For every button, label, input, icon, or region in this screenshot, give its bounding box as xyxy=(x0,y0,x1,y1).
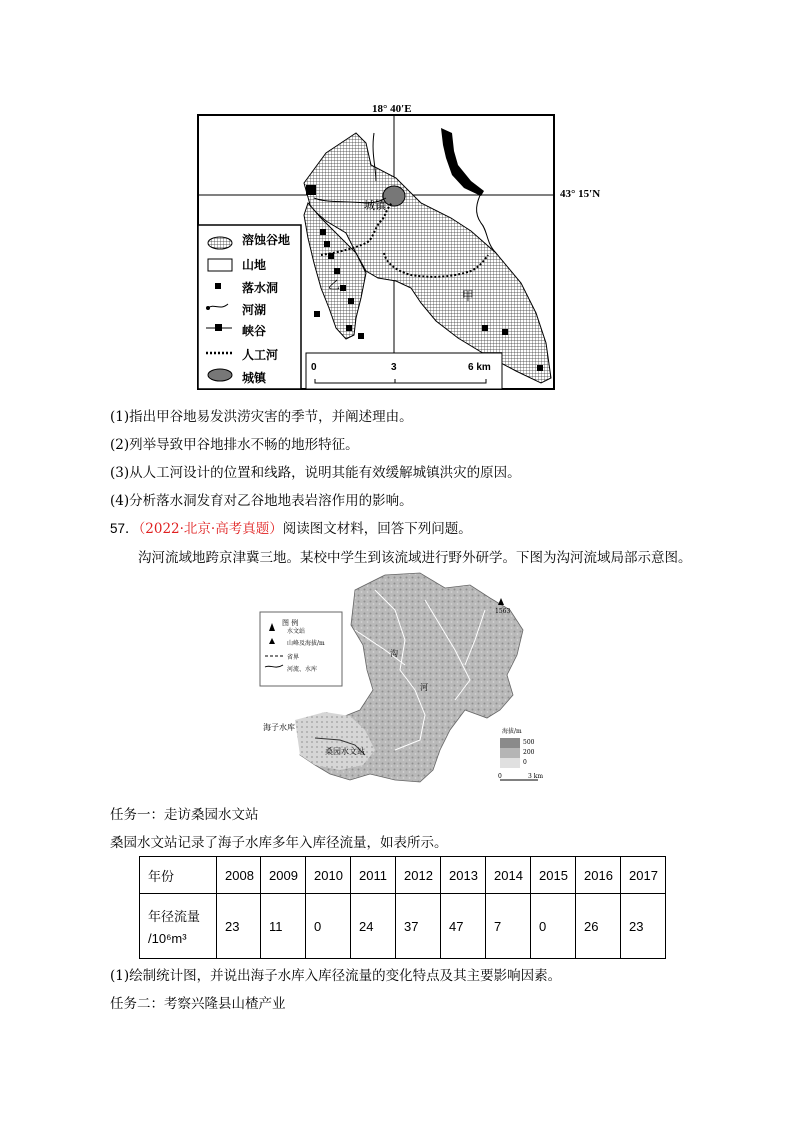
question-57-header xyxy=(110,517,472,537)
task2-title: 任务二：考察兴隆县山楂产业 xyxy=(110,996,286,1012)
legend-label-canal: 人工河 xyxy=(242,348,279,362)
table-header-year: 年份 xyxy=(140,857,217,894)
table-cell-year: 2008 xyxy=(217,857,261,894)
table-cell-year: 2014 xyxy=(486,857,531,894)
latitude-label: 43° 15′N xyxy=(560,188,601,200)
table-cell-value: 23 xyxy=(217,894,261,959)
table-header-flow-b: /10⁶m³ xyxy=(148,931,187,946)
basin-legend-station: 水文站 xyxy=(287,628,306,635)
karst-map xyxy=(196,103,616,393)
legend-label-town: 城镇 xyxy=(242,371,267,385)
river-label-he: 河 xyxy=(420,683,428,692)
longitude-label: 18° 40′E xyxy=(372,103,412,115)
mountain-icon xyxy=(208,259,232,271)
legend-label-karst-valley: 溶蚀谷地 xyxy=(242,233,291,247)
question-56-3: (3)从人工河设计的位置和线路，说明其能有效缓解城镇洪灾的原因。 xyxy=(110,465,521,481)
material-intro: 沟河流域地跨京津冀三地。某校中学生到该流域进行野外研学。下图为沟河流域局部示意图。 xyxy=(138,550,692,566)
karst-valley-icon xyxy=(208,237,232,249)
table-row-years xyxy=(140,857,666,894)
basin-legend-river: 河流、水库 xyxy=(287,666,318,673)
runoff-table xyxy=(139,856,666,959)
gorge-marker xyxy=(306,185,316,195)
basin-map xyxy=(255,570,545,790)
town-marker xyxy=(383,186,405,206)
town-label: 城镇 xyxy=(364,199,386,212)
sinkhole-icon xyxy=(215,283,221,289)
table-row-values xyxy=(140,894,666,959)
scale-label-6km: 6 km xyxy=(468,362,491,373)
table-cell-year: 2009 xyxy=(261,857,306,894)
table-cell-year: 2015 xyxy=(531,857,576,894)
task1-text: 桑园水文站记录了海子水库多年入库径流量，如表所示。 xyxy=(110,835,448,851)
yi-label: 乙 xyxy=(328,278,341,292)
question-56-2: (2)列举导致甲谷地排水不畅的地形特征。 xyxy=(110,437,359,453)
question-number: 57． xyxy=(110,521,139,536)
table-cell-value: 7 xyxy=(486,894,531,959)
peak-marker xyxy=(498,598,504,605)
table-cell-year: 2012 xyxy=(396,857,441,894)
table-cell-value: 26 xyxy=(576,894,621,959)
elevation-0: 0 xyxy=(523,759,527,766)
legend-label-river-lake: 河湖 xyxy=(242,303,267,317)
peak-elevation: 1563 xyxy=(495,608,511,615)
legend-label-sinkhole: 落水洞 xyxy=(242,281,279,295)
elev-low-swatch xyxy=(500,758,520,768)
legend-label-mountain: 山地 xyxy=(242,258,267,272)
table-cell-year: 2013 xyxy=(441,857,486,894)
basin-scale-0: 0 xyxy=(498,773,502,780)
basin-legend-title: 图 例 xyxy=(282,619,299,627)
jia-label: 甲 xyxy=(462,289,475,303)
question-56-1: (1)指出甲谷地易发洪涝灾害的季节，并阐述理由。 xyxy=(110,409,413,425)
table-cell-value: 0 xyxy=(306,894,351,959)
elev-high-swatch xyxy=(500,738,520,748)
question-prompt: 阅读图文材料，回答下列问题。 xyxy=(282,521,472,537)
table-cell-year: 2011 xyxy=(351,857,396,894)
town-icon xyxy=(208,369,232,381)
table-cell-value: 11 xyxy=(261,894,306,959)
river-label-gou: 沟 xyxy=(390,649,398,658)
basin-scale-3km: 3 km xyxy=(528,773,544,780)
scale-label-0: 0 xyxy=(311,362,317,373)
reservoir-label: 海子水库 xyxy=(263,723,295,732)
elev-mid-swatch xyxy=(500,748,520,758)
table-cell-year: 2016 xyxy=(576,857,621,894)
table-header-flow xyxy=(140,894,217,959)
basin-legend-peak: 山峰及海拔/m xyxy=(287,640,325,647)
basin-legend-box xyxy=(260,612,342,686)
legend-label-gorge: 峡谷 xyxy=(242,324,267,338)
table-header-flow-a: 年径流量 xyxy=(148,909,201,924)
question-57-1: (1)绘制统计图，并说出海子水库入库径流量的变化特点及其主要影响因素。 xyxy=(110,968,562,984)
table-cell-value: 0 xyxy=(531,894,576,959)
table-cell-year: 2010 xyxy=(306,857,351,894)
basin-map-svg xyxy=(255,570,545,790)
table-cell-value: 24 xyxy=(351,894,396,959)
table-cell-value: 23 xyxy=(621,894,666,959)
elevation-title: 海拔/m xyxy=(502,728,522,735)
elevation-500: 500 xyxy=(523,739,535,746)
table-cell-value: 47 xyxy=(441,894,486,959)
basin-legend-boundary: 省界 xyxy=(287,654,300,661)
table-cell-year: 2017 xyxy=(621,857,666,894)
table-cell-value: 37 xyxy=(396,894,441,959)
question-56-4: (4)分析落水洞发育对乙谷地地表岩溶作用的影响。 xyxy=(110,493,413,509)
question-source: （2022·北京·高考真题） xyxy=(138,521,283,537)
task1-title: 任务一：走访桑园水文站 xyxy=(110,807,259,823)
elevation-200: 200 xyxy=(523,749,535,756)
station-label: 桑园水文站 xyxy=(325,747,365,756)
scale-label-3: 3 xyxy=(391,362,397,373)
